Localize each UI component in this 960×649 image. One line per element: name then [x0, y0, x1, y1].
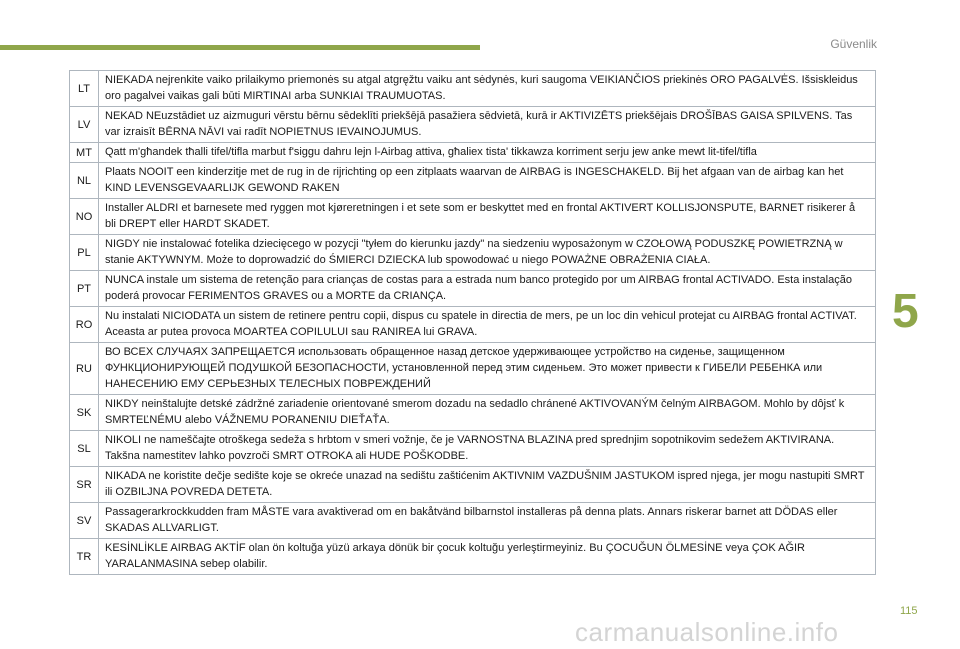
- table-row: [70, 271, 876, 307]
- table-row: [70, 503, 876, 539]
- language-code: MT: [70, 143, 99, 163]
- warning-text: Qatt m'għandek tħalli tifel/tifla marbut f'siggu dahru lejn l-Airbag attiva, għaliex tista' tikkawza korriment serju jew anke mewt lit-tifel/tifla: [99, 143, 876, 163]
- language-code: SL: [70, 431, 99, 467]
- table-row: [70, 107, 876, 143]
- warning-text: Nu instalati NICIODATA un sistem de retinere pentru copii, dispus cu spatele in directia de mers, pe un loc din vehicul protejat cu AIRBAG frontal ACTIVAT. Aceasta ar putea provoca MOARTEA COPILULUI sau RANIREA lui GRAVA.: [99, 307, 876, 343]
- chapter-number: 5: [892, 285, 919, 338]
- warning-text: NUNCA instale um sistema de retenção para crianças de costas para a estrada num banco protegido por um AIRBAG frontal ACTIVADO. Esta instalação poderá provocar FERIMENTOS GRAVES ou a MORTE da CRIANÇA.: [99, 271, 876, 307]
- table-row: [70, 307, 876, 343]
- table-row: [70, 539, 876, 575]
- table-row: [70, 199, 876, 235]
- section-title: Güvenlik: [830, 37, 877, 51]
- language-code: NO: [70, 199, 99, 235]
- language-code: RU: [70, 343, 99, 395]
- header-accent-bar: [0, 45, 480, 50]
- warning-text: NIKADA ne koristite dečje sedište koje se okreće unazad na sedištu zaštićenim AKTIVNIM VAZDUŠNIM JASTUKOM ispred njega, jer mogu nastupiti SMRT ili OZBILJNA POVREDA DETETA.: [99, 467, 876, 503]
- warning-text: Passagerarkrockkudden fram MÅSTE vara avaktiverad om en bakåtvänd bilbarnstol installeras på denna plats. Annars riskerar barnet att DÖDAS eller SKADAS ALLVARLIGT.: [99, 503, 876, 539]
- warning-text: NIKDY neinštalujte detské zádržné zariadenie orientované smerom dozadu na sedadlo chránené AKTIVOVANÝM čelným AIRBAGOM. Mohlo by dôjsť k SMRTEĽNÉMU alebo VÁŽNEMU PORANENIU DIEŤAŤA.: [99, 395, 876, 431]
- table-row: [70, 467, 876, 503]
- language-code: PT: [70, 271, 99, 307]
- language-code: SK: [70, 395, 99, 431]
- warning-text: NEKAD NEuzstādiet uz aizmuguri vērstu bērnu sēdeklīti priekšējā pasažiera sēdvietā, kurā ir AKTIVIZĒTS priekšējais DROŠĪBAS GAISA SPILVENS. Tas var izraisīt BĒRNA NĀVI vai radīt NOPIETNUS IEVAINOJUMUS.: [99, 107, 876, 143]
- language-code: LT: [70, 71, 99, 107]
- language-code: SV: [70, 503, 99, 539]
- warning-text: NIGDY nie instalować fotelika dziecięcego w pozycji "tyłem do kierunku jazdy" na siedzeniu wyposażonym w CZOŁOWĄ PODUSZKĘ POWIETRZNĄ w stanie AKTYWNYM. Może to doprowadzić do ŚMIERCI DZIECKA lub spowodować u niego POWAŻNE OBRAŻENIA CIAŁA.: [99, 235, 876, 271]
- table-row: [70, 163, 876, 199]
- warning-text: Installer ALDRI et barnesete med ryggen mot kjøreretningen i et sete som er beskyttet med en frontal AKTIVERT KOLLISJONSPUTE, BARNET risikerer å bli DREPT eller HARDT SKADET.: [99, 199, 876, 235]
- warning-text: NIKOLI ne nameščajte otroškega sedeža s hrbtom v smeri vožnje, če je VARNOSTNA BLAZINA pred sprednjim sopotnikovim sedežem AKTIVIRANA. Takšna namestitev lahko povzroči SMRT OTROKA ali HUDE POŠKODBE.: [99, 431, 876, 467]
- warning-text: KESİNLİKLE AIRBAG AKTİF olan ön koltuğa yüzü arkaya dönük bir çocuk koltuğu yerleştirmeyiniz. Bu ÇOCUĞUN ÖLMESİNE veya ÇOK AĞIR YARALANMASINA sebep olabilir.: [99, 539, 876, 575]
- language-code: PL: [70, 235, 99, 271]
- airbag-warning-table: [69, 70, 876, 575]
- language-code: TR: [70, 539, 99, 575]
- language-code: SR: [70, 467, 99, 503]
- table-row: [70, 235, 876, 271]
- language-code: NL: [70, 163, 99, 199]
- table-row: [70, 343, 876, 395]
- warning-text: Plaats NOOIT een kinderzitje met de rug in de rijrichting op een zitplaats waarvan de AIRBAG is INGESCHAKELD. Bij het afgaan van de airbag kan het KIND LEVENSGEVAARLIJK GEWOND RAKEN: [99, 163, 876, 199]
- table-row: [70, 395, 876, 431]
- language-code: RO: [70, 307, 99, 343]
- watermark: carmanualsonline.info: [575, 617, 839, 647]
- table-row: [70, 431, 876, 467]
- language-code: LV: [70, 107, 99, 143]
- table-row: [70, 71, 876, 107]
- table-row: [70, 143, 876, 163]
- warning-text: NIEKADA nejrenkite vaiko prilaikymo priemonės su atgal atgręžtu vaiku ant sėdynės, kuri saugoma VEIKIANČIOS priekinės ORO PAGALVĖS. Išsiskleidus oro pagalvei vaikas gali būti MIRTINAI arba SUNKIAI TRAUMUOTAS.: [99, 71, 876, 107]
- warning-text: ВО ВСЕХ СЛУЧАЯХ ЗАПРЕЩАЕТСЯ использовать обращенное назад детское удерживающее устройство на сиденье, защищенном ФУНКЦИОНИРУЮЩЕЙ ПОДУШКОЙ БЕЗОПАСНОСТИ, установленной перед этим сиденьем. Это может привести к ГИБЕЛИ РЕБЕНКА или НАНЕСЕНИЮ ЕМУ СЕРЬЕЗНЫХ ТЕЛЕСНЫХ ПОВРЕЖДЕНИЙ: [99, 343, 876, 395]
- page-number: 115: [900, 605, 918, 617]
